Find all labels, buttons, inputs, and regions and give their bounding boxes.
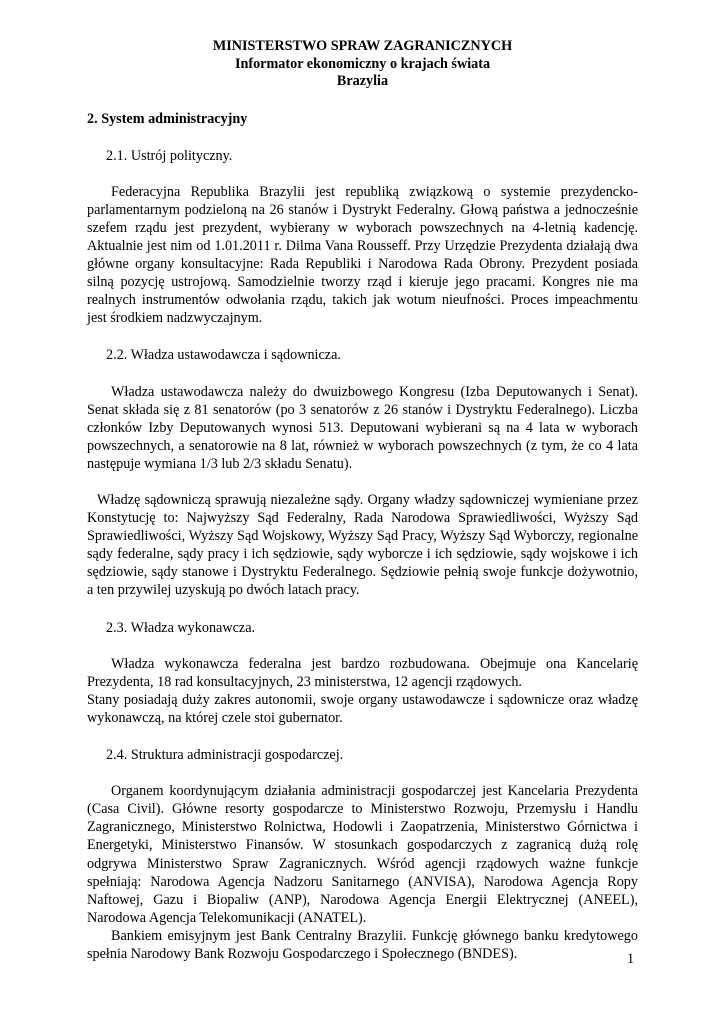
subsection-heading-2-4: 2.4. Struktura administracji gospodarczej. — [106, 747, 344, 764]
subsection-heading-2-2: 2.2. Władza ustawodawcza i sądownicza. — [106, 347, 341, 364]
country-name: Brazylia — [336, 73, 389, 89]
subsection-heading-2-1: 2.1. Ustrój polityczny. — [106, 147, 233, 164]
document-header — [87, 38, 638, 91]
subsection-heading-2-3: 2.3. Władza wykonawcza. — [106, 619, 256, 636]
paragraph-central-bank: Bankiem emisyjnym jest Bank Centralny Brazylii. Funkcję głównego banku kredytowego spełnia Narodowy Bank Rozwoju Gospodarczego i Społecznego (BNDES). — [87, 927, 638, 962]
paragraph-judicial-power: Władzę sądowniczą sprawują niezależne sądy. Organy władzy sądowniczej wymieniane przez Konstytucję to: Najwyższy Sąd Federalny, Rada Narodowa Sprawiedliwości, Wyższy Sąd Sprawiedliwości, Wyższy Sąd Wojskowy, Wyższy Sąd Pracy, Wyższy Sąd Wyborczy, regionalne sądy federalne, sądy pracy i ich sędziowie, sądy wyborcze i ich sędziowie, sądy wojskowe i ich sędziowie, sądy stanowe i Dystryktu Federalnego. Sędziowie pełnią swoje funkcje dożywotnio, a ten przywilej uzyskują po dwóch latach pracy. — [87, 492, 638, 599]
paragraph-economic-administration: Organem koordynującym działania administracji gospodarczej jest Kancelaria Prezydenta (Casa Civil). Główne resorty gospodarcze to Ministerstwo Rozwoju, Przemysłu i Handlu Zagranicznego, Ministerstwo Rolnictwa, Hodowli i Zaopatrzenia, Ministerstwo Górnictwa i Energetyki, Ministerstwo Finansów. W stosunkach gospodarczych z zagranicą dużą rolę odgrywa Ministerstwo Spraw Zagranicznych. Wśród agencji rządowych ważne funkcje spełniają: Narodowa Agencja Nadzoru Sanitarnego (ANVISA), Narodowa Agencja Ropy Naftowej, Gazu i Biopaliw (ANP), Narodowa Agencja Energii Elektrycznej (ANEEL), Narodowa Agencja Telekomunikacji (ANATEL). — [87, 783, 638, 926]
paragraph-political-system: Federacyjna Republika Brazylii jest republiką związkową o systemie prezydencko-parlamentarnym podzieloną na 26 stanów i Dystrykt Federalny. Głową państwa a jednocześnie szefem rządu jest prezydent, wybierany w wyborach powszechnych na 4-letnią kadencję. Aktualnie jest nim od 1.01.2011 r. Dilma Vana Rousseff. Przy Urzędzie Prezydenta działają dwa główne organy konsultacyjne: Rada Republiki i Narodowa Rada Obrony. Prezydent posiada silną pozycję ustrojową. Samodzielnie tworzy rząd i kieruje jego pracami. Kongres nie ma realnych instrumentów odwołania rządu, takich jak wotum nieufności. Proces impeachmentu jest środkiem nadzwyczajnym. — [87, 183, 638, 327]
paragraph-executive-power: Władza wykonawcza federalna jest bardzo rozbudowana. Obejmuje ona Kancelarię Prezydenta, 18 rad konsultacyjnych, 23 ministerstwa, 12 agencji rządowych. — [87, 655, 638, 690]
page-number: 1 — [627, 951, 635, 967]
section-title: 2. System administracyjny — [87, 110, 248, 127]
informator-subtitle: Informator ekonomiczny o krajach świata — [234, 55, 491, 72]
paragraph-states-autonomy: Stany posiadają duży zakres autonomii, swoje organy ustawodawcze i sądownicze oraz władzę wykonawczą, na której czele stoi gubernator. — [87, 691, 638, 726]
ministry-title: MINISTERSTWO SPRAW ZAGRANICZNYCH — [212, 38, 513, 54]
paragraph-legislative-power: Władza ustawodawcza należy do dwuizbowego Kongresu (Izba Deputowanych i Senat). Senat składa się z 81 senatorów (po 3 senatorów z 26 stanów i Dystryktu Federalnego). Liczba członków Izby Deputowanych wynosi 513. Deputowani wybierani są na 4 lata w wyborach powszechnych, a senatorowie na 8 lat, również w wyborach powszechnych (z tym, że co 4 lata następuje wymiana 1/3 lub 2/3 składu Senatu). — [87, 383, 638, 472]
document-page — [87, 38, 638, 963]
